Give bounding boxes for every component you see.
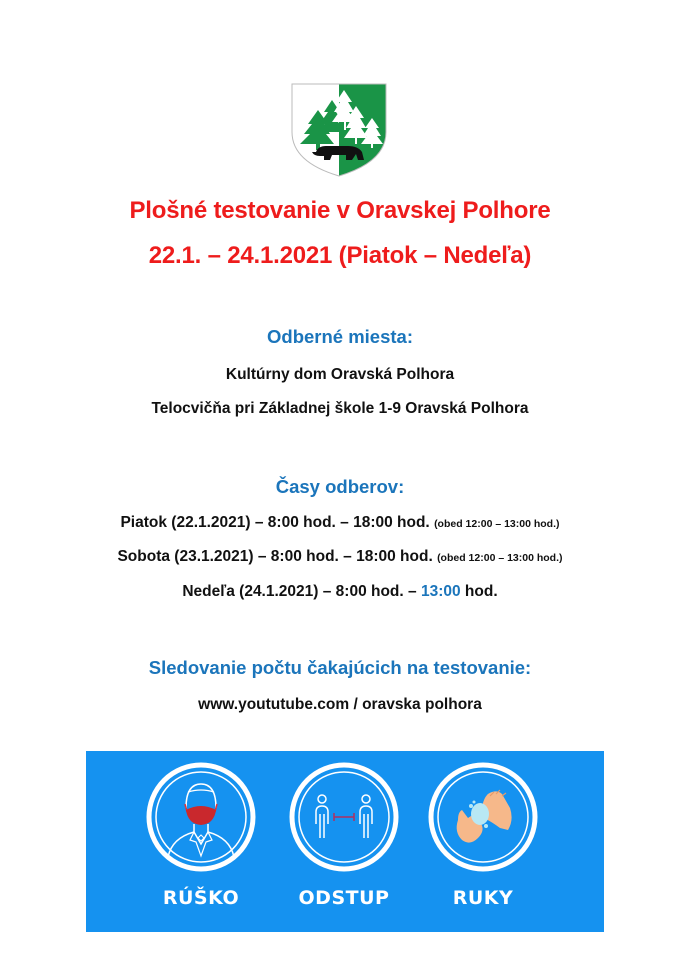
schedule-row — [0, 514, 680, 532]
face-mask-icon — [146, 762, 256, 872]
schedule-row-main: Nedeľa (24.1.2021) – 8:00 hod. – — [182, 583, 421, 600]
schedule-row — [0, 583, 680, 601]
schedule-row-main: Sobota (23.1.2021) – 8:00 hod. – 18:00 hod. — [117, 548, 433, 565]
title-dates: 22.1. – 24.1.2021 (Piatok – Nedeľa) — [148, 242, 532, 269]
tracking-heading: Sledovanie počtu čakajúcich na testovanie: — [148, 657, 532, 678]
lunch-break-note: (obed 12:00 – 13:00 hod.) — [437, 552, 563, 564]
hand-washing-icon — [428, 762, 538, 872]
schedule-row — [0, 548, 680, 566]
schedule-row-main: Piatok (22.1.2021) – 8:00 hod. – 18:00 hod. — [120, 514, 430, 531]
coat-of-arms-icon — [288, 80, 390, 178]
title-line-1: Plošné testovanie v Oravskej Polhore — [129, 197, 551, 224]
schedule-row-suffix: hod. — [460, 583, 498, 600]
location-item: Telocvičňa pri Základnej škole 1-9 Oravská Polhora — [151, 400, 529, 417]
youtube-link[interactable]: www.yoututube.com / oravska polhora — [198, 696, 482, 713]
social-distance-icon — [289, 762, 399, 872]
schedule-heading: Časy odberov: — [275, 476, 405, 497]
lunch-break-note: (obed 12:00 – 13:00 hod.) — [434, 518, 560, 530]
mask-label: RÚŠKO — [162, 887, 240, 909]
end-time-highlight: 13:00 — [420, 583, 461, 600]
safety-banner — [86, 751, 604, 932]
locations-heading: Odberné miesta: — [267, 326, 413, 347]
distance-label: ODSTUP — [298, 887, 390, 909]
hands-label: RUKY — [452, 887, 514, 909]
location-item: Kultúrny dom Oravská Polhora — [225, 366, 455, 383]
